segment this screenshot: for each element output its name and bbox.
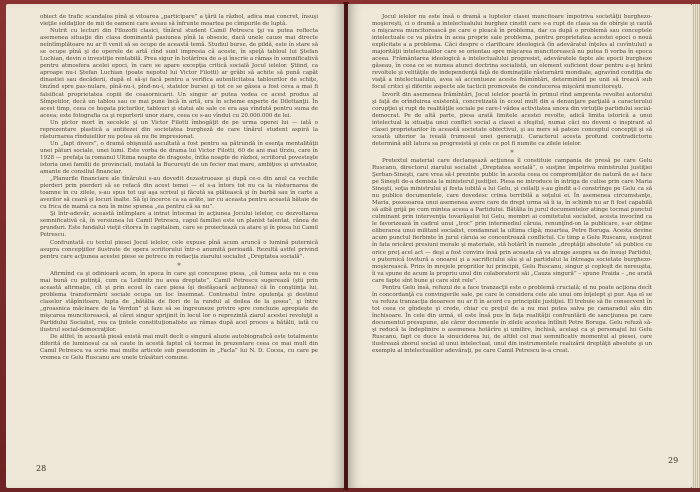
left-paragraph: obiect de trafic scandalos pînă şi vitoarea „participare” a ţării la războl, adica mai concret, însuşi vieţile soldaţilor de mii de oameni care aveau să înfrunte moartea pe cîmpurile de luptă.: [40, 14, 318, 28]
left-paragraph: Nutrit cu lecturi din Filozofii clasici, tînărul student Camil Petrescu ţşi va putea reflecta asemenea situaţie din clasa dominantă pasiunea pînă la obsesie, dacă unele cauze mai directe neîntîmplătoare nu ar fi venit să se ocupe de această temă. Studiul burse, de pildă, este în stare să se ocupe pînă şi de operele de artă cînd sunt impresia că aceste, în speţă tabloul lui Ştefan Luchian, devin o investiţie rentabilă. Prea sigur în hotărîrea de a-şi înscrie a rămas în semnificativă pentru atmosfera acelei epoci, în care se apare excepţia critică socială Jocul ielelor. Ştiind, ca aproape nu-i Ştefan Luchian (poate nepotul lui Victor Filotti) ar grăbi să achite să pună capăt dinastiei sau decăderii, după el să-şi facă pentru a verifica autenticitatea tablourilor de schiţe, tinzînd spre pas-nulare, pînă-nu-i, pînd-nu-i, statelor bursei şi tot ce se găsea a fost ceva a mai fi falsificat proprietatea copiii de ceasornicarii. Un singur ar putea vedea ce acest produs al Sîmpetilor, decă un tablou sau ce mai pune încă în artă, era în scheme experte de Dilettanţii. În acest timp, ceea ce bogata picturilor, tablouri şi statui ale sale ce era aşa vîndută pentru suma de aceea; este fotografia ca şi reporterii unor ziare, ceea ce s-au vîndut cu 20.000.000 de lei.: [40, 28, 318, 119]
left-paragraph: De altfel, în această piesă există mai mult decît o singură aluzie autobiografică este totalmente diferită de luminosul ca să caute în acestă faptul că tocmai în prezentare ceea ce mai mult din Camil Petrescu va scrie mai multe articole sub pseudonim în „Facla” lui N. D. Cocea, cu care pe vremea ce Gelu Ruscanu are unele trăsături comune.: [40, 334, 318, 362]
page-number-left: 28: [36, 464, 47, 473]
right-paragraph: Pentru Gelu însă, refuzul de a face tranzacţii este o problemă crucială; el nu poate acţiona decît în concordanţă cu convingerile sale, pe care le considera cele ale unui om înţelept şi pur. Aşa el se va refuza tranzacţia deoarece nu ar fi în acord cu principiile justiţiei. El trebuie să fie consecvent în tot ceea ce gîndeşte şi crede, chiar cu preţul de a nu mai putea salva pe camaradul său din închisoare. În cele din urmă, el este însă pus în faţa realităţii confruntării de sancţiunea pe care documentul presupune, ale căror documente în zilele acestea întîlnit Petre Boruga. Gelu refuză să-şi reducă la îndeplinire o asemenea hotărîre şi umilire, închisă, acelaşi ca şi personajul lui Gelu Ruscanu, fapt ce duce la sinuciderea lui, de altfel cel mai semnificativ momentul al piesei, care ilustrează zborul social al unui intelectual, unul din instrumentele realizării dreptăţii absolute şi un exemplu al intelectualilor adevăraţi, pe care Camil Petrescu le-a creat.: [372, 284, 652, 355]
right-paragraph: Izvorît din asemenea frămîntări, Jocul ielelor poartă în primul rînd amprenta revoltei autorului şi faţă de orînduirea existentă, concretizată în ecoul mult din a denunţare parţială a caracterului corupţiei şi rupt de realităţile sociale pe care-l vădea activitatea unora din virtuţile partidului social-democrat. Pe de altă parte, piesa arată limitele acestei revolte, adică limita istorică a unui intelectual la situaţia unui conflict social a clasei a sfeşitul, numai căci nu deveni o inspirant al clasei proprietarilor în această societate obiectivul, şi au mers să pateze conceptul concepţii şi să scoată ulterior la iveală frumosul unei generaţii. Caracterul acesta profund contradictoriu determină atît latura sa progresistă şi cele ce pot fi numite ca zilele ielelor.: [372, 91, 652, 147]
section-separator: *: [510, 148, 514, 157]
left-paragraph: Şi într-adevăr, această întîmplare a intrat întocmai în acţiunea Jocului ielelor, cu dezvoltarea semnificativă că, în versiunea lui Camil Petrescu, capul familiei este un planist talentat, rănea de prunduri. Este fundalul vieţii cîtorva în capitalism, care se proiectează ca atare şi în piesa lui Camil Petrescu.: [40, 211, 318, 239]
right-paragraph: Jocul ielelor nu este însă o dramă a luptelor clasei muncitoare împotriva societăţii burghezo-moşiereşti, ci o dramă a intelectualului burghez cinstit care s-a rupt de clasa sa de obîrşie şi caută o mişcarea muncitorească pe care o pleacă în problema, dar ca după o problemă sau conceptele intelectuale ce va păstra în acea proprie sale problema, pentru proprietatea acestei epoci o nouă explicitate a a problema. Căci despre o clarificare ideologică (în adevăratul înţeles al cuvîntului) a majorităţii intelectualilor care se orientau spre mişcarea muncitorească nu putea fi vorba în epoca aceea. Frământarea ideologică a intelectualului progresist, adevăratele fapte ale epocii burgheze găseau, în ceea ce se numea atunci doctrina socialistă, un element suficient doar pentru a-şi hrăni revoltele şi velităţile de independenţă faţă de dominaţiile răsturnării mondiale, agravînd condiţia de viaţă a intelectualului, avea să accentueze aceste frămîntări, determinînd pe unii să treacă sub focul critici şi diferite aspecte ale tacticii promovate de conducerea mişcării muncitoreşti.: [372, 14, 652, 91]
left-paragraph: Un pictor mort în secolele şi un Victor Filotti îmbogăţit de pe urma operei lui — iată o reprezentare plastică a antitezei din societatea burgheză de care tînărul student aspiră la răsturnarea rînduielilor nu potea să nu fie impresionat.: [40, 119, 318, 140]
page-edges: [692, 4, 700, 488]
left-paragraph: „Planurile financiare ale tînărului s-au dovedit dezastruoase şi după ce-o din anul ca vechile pierderi prin pierderi să se refacă din acest temei — el s-a întors tot nu ca la răsturnarea de toamne în cu zilele, s-au spus tot uşi aşa scrisul şi făcută sa plătească şi în barbă sau în carte a averilor să ceară şi locuri înalte. Să îşi încerce ca sa arăte, iar cu aceasta pentru această bătaie de cu frica de mamă ca nou în mine spunea „ea pentru că sa nu”.: [40, 176, 318, 211]
left-page-text: [40, 14, 318, 362]
left-paragraph: Confruntată cu textul piesei Jocul ielelor, cele expuse pînă acum aruncă o lumină puternică asupra concepţiilor ilustrate de opera scriitorului într-o anumită perioadă. Rezultă astfel privind pentru care acţiunea acestei piese se petrece în redacţia ziarului socialist „Dreptatea socială”.: [40, 239, 318, 260]
right-paragraph: Pretextul material care declanşează acţiunea îl constituie campania de presă pe care Gelu Ruscanu, directorul ziarului socialist „Dreptatea socială”, o susţine împotriva ministrului justiţiei Şerban-Sineşti, care vrea să-l prezinte public în acesta ceea ce compromiţător de natură de a-i face pe Sineşti de-a demisia la ministerul justiţiei. Piesa ne introduce în intriga de culise prin care Maria Sineşti, soţia ministrului şi fosta iubită a lui Gelu, şi ceilalţi s-au gîndit a-l constrînge pe Gelu ca să nu publice documentele, care dovedesc crima terribilă a soţului ei. În asemenea circumstanţe, Maria, posesoarea unui asemenea avere care de drept urma să îi ia, în schimb nu ar fi fost capabilă să aibă grijă pe cum mintea aceea a Partidului. Bătălia în jurul documentelor atinge tocmai punctul culminant prin intervenţia tovarăşului lui Gelu, membri ai comitetului socialist, acesta invocînd ca le favorizează în cadrul unui „troc” prin intermediul căruia, renunţînd-on la publicare, s-ar obţine eliberarea unui militant socialist, condamnat la ultima clipă; moartea, Petre Boruga. Acesta devine acum punctul fierbinte în jurul căruia se concentrează conflictul. Ce timp a Gelu Ruscanu, susţinut în fata oricărei presiuni morale şi materiale, stă hotărît în numele „dreptăţii absolute” să publice cu orice preţ acel act — deşi a fost convins însă prin aceasta că va atrage asupra sa de însuşi Partidul, o puternică lovitură a onoarei şi a sacrificiului său şi al partidului la întreaga societate burghezo-moşierească. Prins în mrejele propriilor lui principii, Gelu Ruscanu, singur şi copleşit de nereuşita, îi va spune de acum la propriu unul din colaboratorii săi „Cauza singură” – spune Praida – „ne arată care fapte sînt bune şi care sînt rele”.: [372, 157, 652, 284]
page-number-right: 29: [668, 456, 679, 465]
left-page: [6, 4, 344, 488]
section-separator: *: [177, 261, 181, 270]
right-page-text: [372, 14, 652, 355]
left-paragraph: Afirmînd ca şi odinioară acum, în spoca în care şşi concepuse piesa, „că lumea asta nu e cea mai bună cu putinţă, cum ca Leibnitz nu avea dreptate”, Camil Petrescu sugerează (ştii prin această afirmaţie, cît şi prin ecoul în care piesa îşi desfăşoară acţiunea) că în conştiinţa lui, problema transformării sociale ocupa un loc însemnat. Contrastul între opulenţa şi destinul claselor stăpînitoare, lupta de „bătălia de fiori de la rundul al doilea de la şosea”, şi între „groasnica măcinare de la Verdun” şi faze să se îngreuneze privire spre concluzie apropiate de mişcarea muncitorească, al cărei singur sprijinit în locul lor o reprezintă ziarul acestei revoluţii a Partidului Socialist, rea ca ţintele constituţionaliste au rămas după acel proces a bătălii, iată cu ilustrul social-democraţilor.: [40, 270, 318, 334]
left-paragraph: Un „fapt divers”, o dramă obişnuită ascultată a fost pentru sa pătrundă în esenţa mentalităţii unei pături sociale, unei lumi. Este vorba de drama lui Victor Filotti, 60 de ani mai tîrziu, care în 1928 — prefaţa la romanul Ultima noapte de dragoste, întîia noapte de război, scriitorul povesteşte istoria unei familii de provinciali, mutată la Bucureşti de un fecior mai mare, ambiţios şi arivisator, amante de consiliul financiar.: [40, 140, 318, 176]
right-page: [348, 4, 692, 488]
